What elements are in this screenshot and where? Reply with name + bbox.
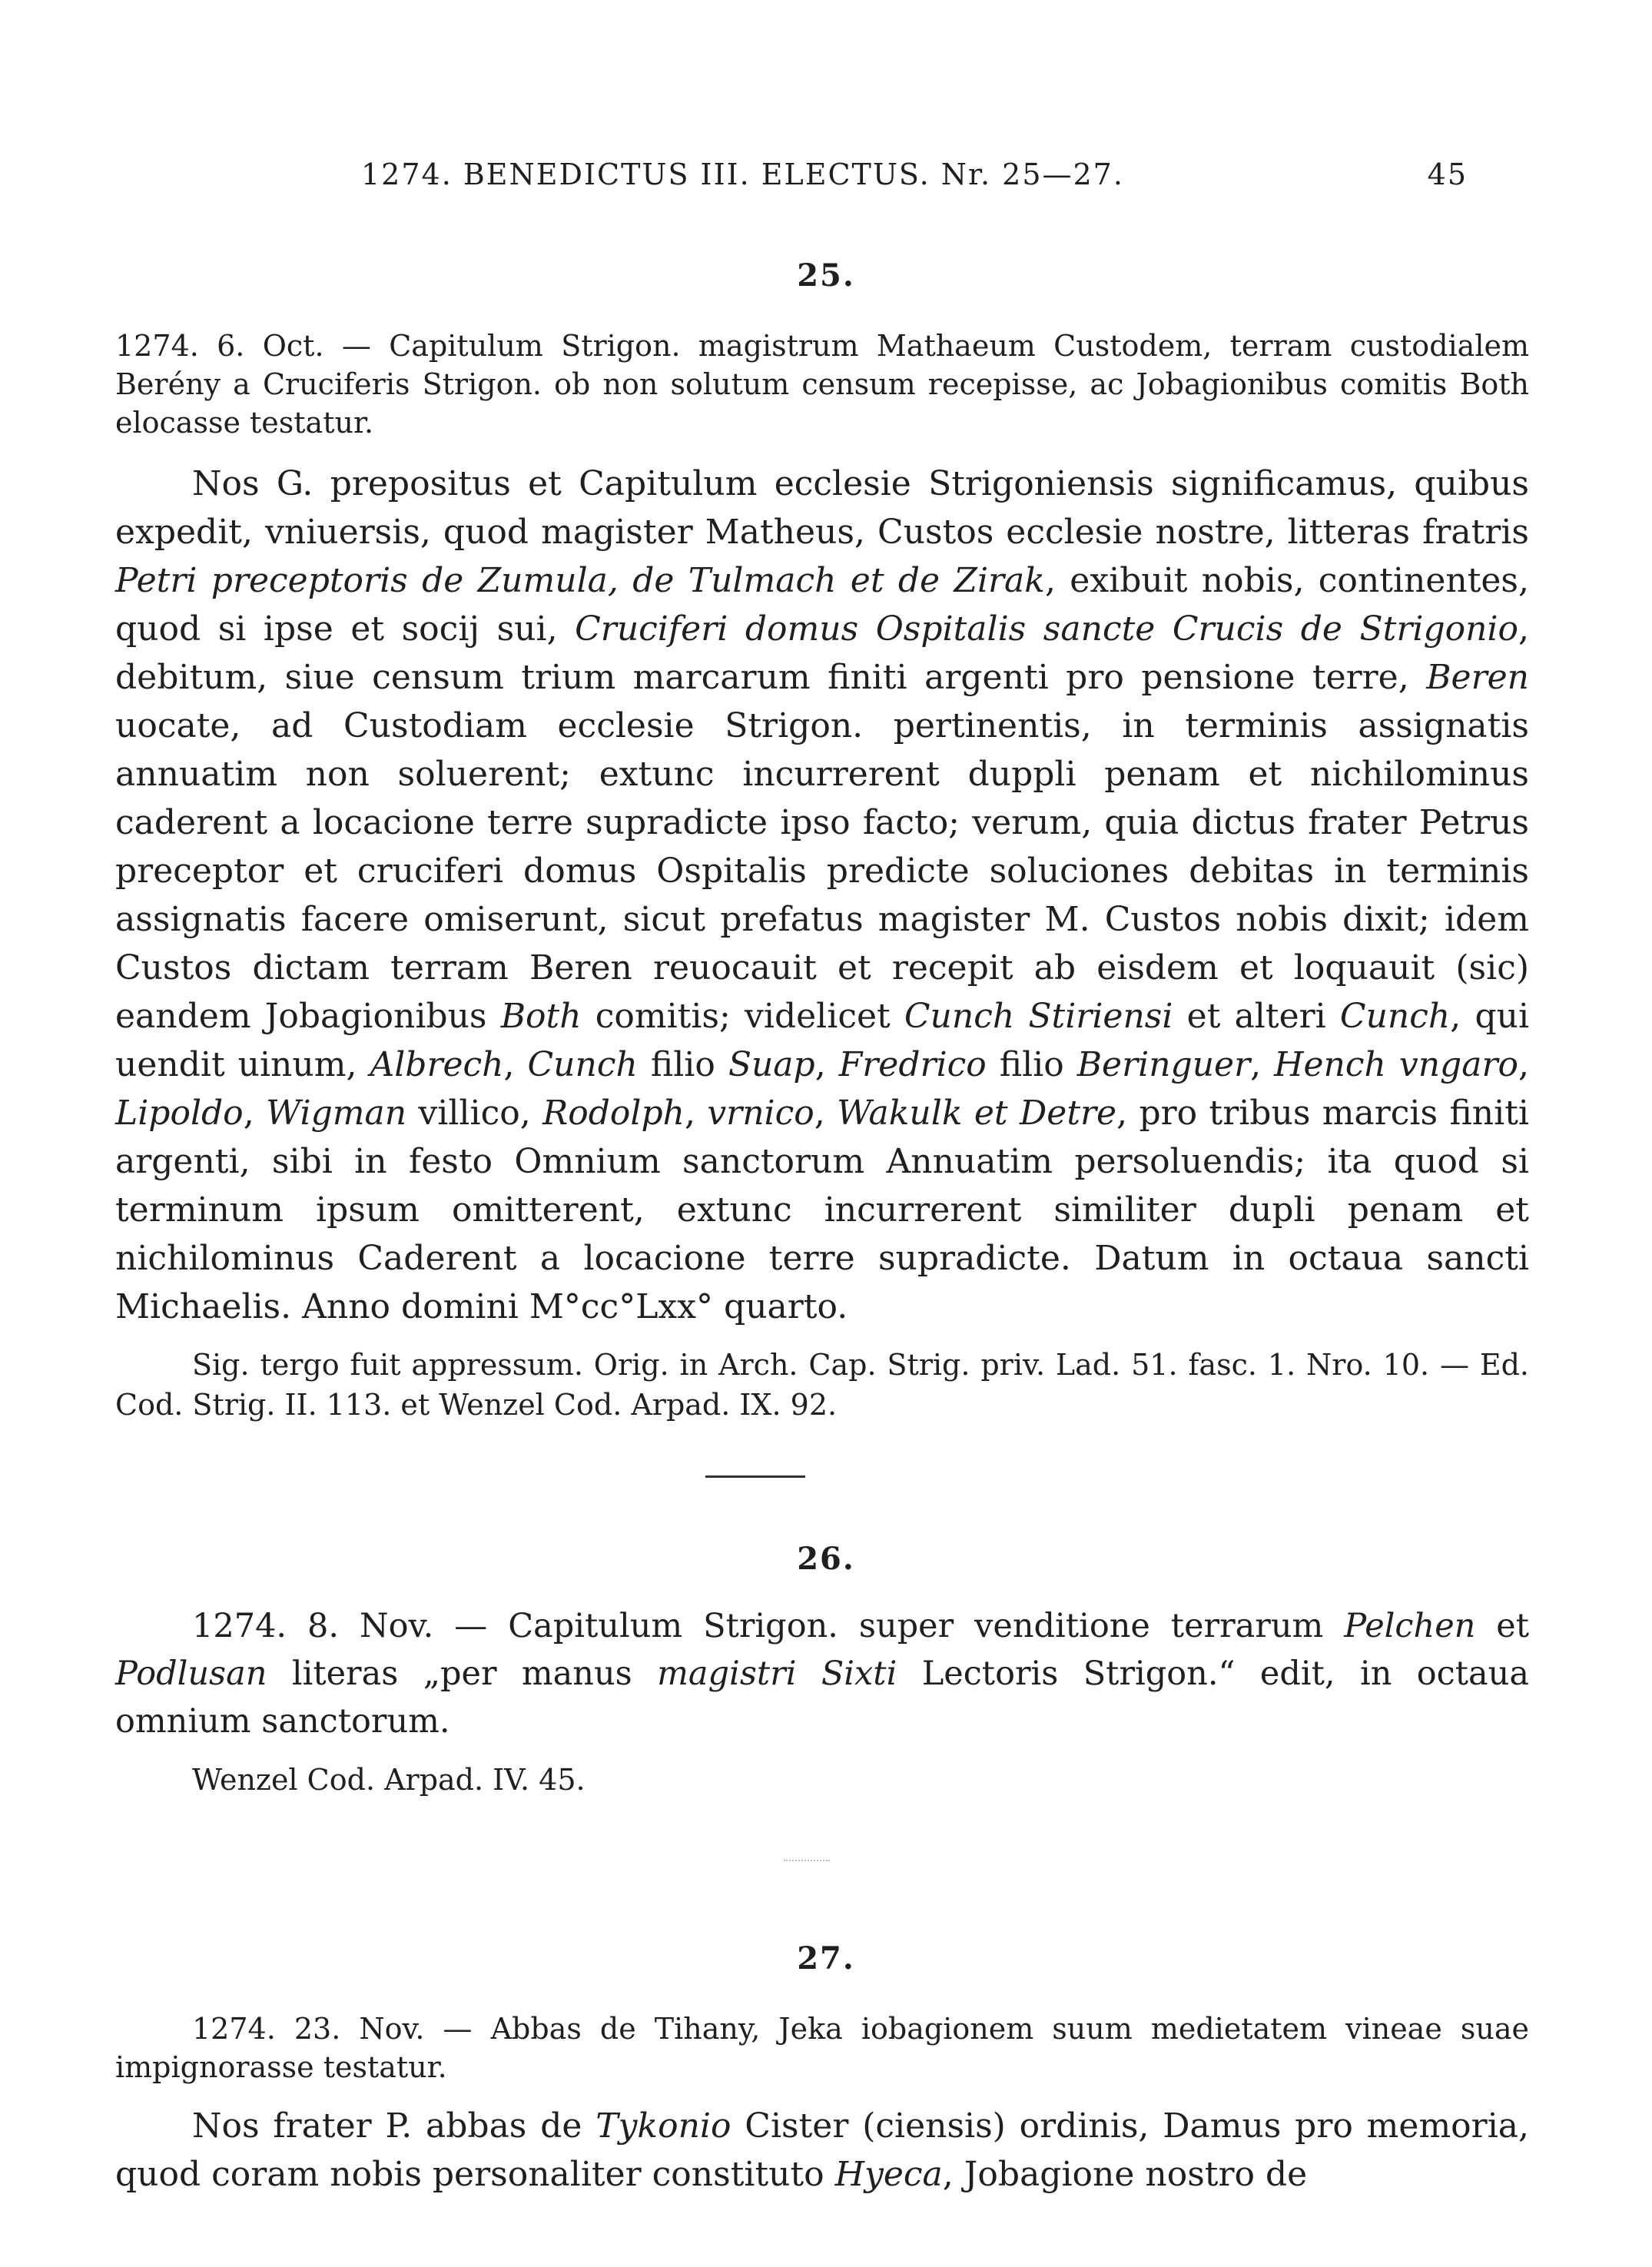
text-run: filio <box>986 1045 1077 1084</box>
italic-name: Suap <box>728 1045 815 1084</box>
italic-name: Wigman <box>266 1094 407 1133</box>
text-run: et alteri <box>1173 997 1340 1036</box>
entry-regest <box>115 1602 1529 1745</box>
text-run: , <box>684 1094 708 1133</box>
text-run: literas „per manus <box>267 1655 658 1693</box>
entry-regest: 1274. 6. Oct. — Capitulum Strigon. magistrum Mathaeum Custodem, terram custodialem Berény a Cruciferis Strigon. ob non solutum censum recepisse, ac Jobagionibus comitis Both elocasse testatur. <box>115 329 1529 440</box>
italic-name: Both <box>500 997 582 1036</box>
text-run: , <box>503 1045 528 1084</box>
text-run: , <box>1518 1045 1529 1084</box>
text-run: , <box>814 1094 838 1133</box>
italic-name: Beringuer <box>1076 1045 1251 1084</box>
italic-name: Wakulk et Detre <box>837 1094 1117 1133</box>
text-run: Cister (ciensis) ordinis, Damus pro memoria, quod coram nobis personaliter constituto <box>115 2106 1529 2194</box>
italic-name: Fredrico <box>838 1045 987 1084</box>
entry-regest: 1274. 23. Nov. — Abbas de Tihany, Jeka iobagionem suum medietatem vineae suae impignorasse testatur. <box>115 2012 1529 2084</box>
text-run: Nos frater P. abbas de <box>192 2106 596 2146</box>
italic-name: Cunch Stiriensi <box>904 997 1173 1036</box>
italic-name: Beren <box>1426 658 1529 697</box>
text-run: villico, <box>406 1094 543 1133</box>
italic-name: Pelchen <box>1344 1607 1476 1645</box>
text-run: , qui uendit uinum, <box>115 997 1530 1084</box>
italic-name: Hench vngaro <box>1274 1045 1518 1084</box>
text-run: , <box>243 1094 267 1133</box>
entry-body <box>115 460 1529 1331</box>
running-header <box>361 158 1468 191</box>
italic-name: vrnico <box>707 1094 814 1133</box>
entry-source-note: Sig. tergo fuit appressum. Orig. in Arch. Cap. Strig. priv. Lad. 51. fasc. 1. Nro. 10. — Ed. Cod. Strig. II. 113. et Wenzel Cod. Arpad. IX. 92. <box>115 1348 1529 1422</box>
text-run: , exibuit nobis, continentes, quod si ipse et socij sui, <box>115 561 1529 649</box>
italic-name: Rodolph <box>542 1094 685 1133</box>
entry-body <box>115 2102 1529 2199</box>
text-run: , Jobagione nostro de <box>942 2155 1308 2194</box>
entry-number: 25. <box>797 257 855 294</box>
text-run: 1274. 8. Nov. — Capitulum Strigon. super venditione terrarum <box>192 1607 1345 1645</box>
italic-name: Lipoldo <box>115 1094 244 1133</box>
section-divider <box>705 1475 805 1478</box>
italic-name: magistri Sixti <box>657 1655 897 1693</box>
text-run: , <box>814 1045 839 1084</box>
text-run: comitis; videlicet <box>581 997 904 1036</box>
text-run: et <box>1475 1607 1529 1645</box>
italic-name: Cunch <box>1339 997 1451 1036</box>
entry-number: 26. <box>797 1541 855 1577</box>
italic-name: Cunch <box>527 1045 638 1084</box>
running-title: 1274. BENEDICTUS III. ELECTUS. Nr. 25—27. <box>361 158 1124 191</box>
italic-name: Albrech <box>370 1045 504 1084</box>
text-run: uocate, ad Custodiam ecclesie Strigon. pertinentis, in terminis assignatis annuatim non soluerent; extunc incurrerent duppli penam et nichilominus caderent a locacione terre supradicte ipso facto; verum, quia dictus frater Petrus preceptor et cruciferi domus Ospitalis predicte soluciones debitas in terminis assignatis facere omiserunt, sicut prefatus magister M. Custos nobis dixit; idem Custos dictam terram Beren reuocauit et recepit ab eisdem et loquauit (sic) eandem Jobagionibus <box>115 706 1529 1036</box>
italic-name: Petri preceptoris de Zumula, de Tulmach et de Zirak <box>115 561 1045 600</box>
text-run: , <box>1250 1045 1275 1084</box>
text-run: Nos G. prepositus et Capitulum ecclesie Strigoniensis significamus, quibus expedit, vniuersis, quod magister Matheus, Custos ecclesie nostre, litteras fratris <box>115 464 1529 552</box>
section-divider <box>784 1860 830 1863</box>
entry-number: 27. <box>797 1940 855 1977</box>
italic-name: Tykonio <box>595 2106 731 2146</box>
text-run: filio <box>637 1045 728 1084</box>
text-run: Lectoris Strigon.“ edit, in octaua omnium sanctorum. <box>115 1655 1529 1741</box>
italic-name: Podlusan <box>115 1655 267 1693</box>
page-number: 45 <box>1427 158 1468 191</box>
entry-source-note: Wenzel Cod. Arpad. IV. 45. <box>192 1763 585 1797</box>
text-run: , pro tribus marcis finiti argenti, sibi in festo Omnium sanctorum Annuatim persoluendis; ita quod si terminum ipsum omitterent, extunc incurrerent similiter dupli penam et nichilominus Caderent a locacione terre supradicte. Datum in octaua sancti Michaelis. Anno domini M°cc°Lxx° quarto. <box>115 1094 1529 1326</box>
text-run: , debitum, siue censum trium marcarum finiti argenti pro pensione terre, <box>115 609 1529 697</box>
italic-name: Hyeca <box>834 2155 943 2194</box>
italic-name: Cruciferi domus Ospitalis sancte Crucis de Strigonio <box>575 609 1518 649</box>
